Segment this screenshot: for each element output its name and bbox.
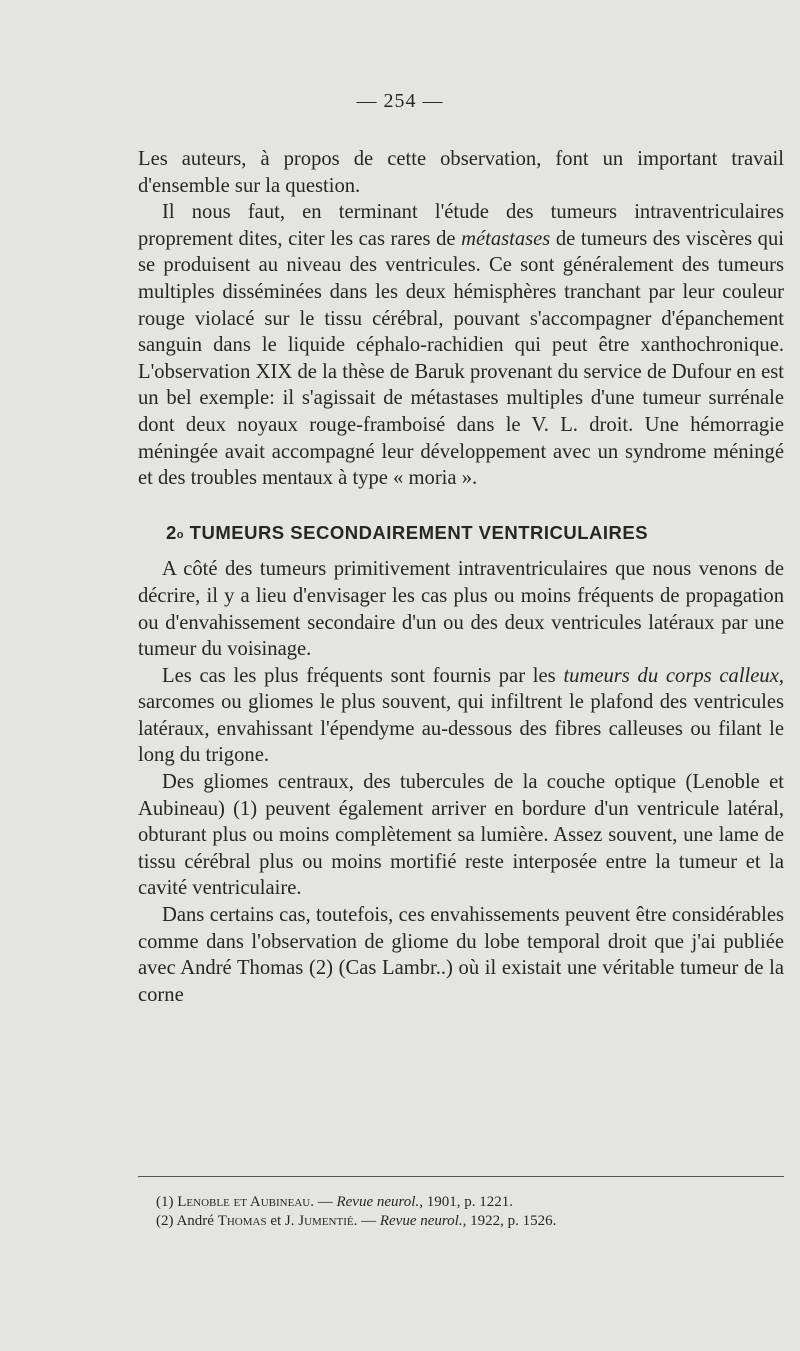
paragraph-3: A côté des tumeurs primitivement intraventriculaires que nous venons de décrire, il y a lieu d'envisager les cas plus ou moins fréquents de propagation ou d'envahissement secondaire d'un ou des deux ventricules latéraux par une tumeur du voisinage. bbox=[138, 558, 784, 661]
footnote-2-ref: , 1922, p. 1526. bbox=[462, 1213, 557, 1229]
footnote-2-author-mid: et J. bbox=[266, 1213, 299, 1229]
footnote-1-ref: , 1901, p. 1221. bbox=[419, 1194, 513, 1210]
footnote-2-dash: — bbox=[357, 1213, 380, 1229]
paragraph-5: Des gliomes centraux, des tubercules de la couche optique (Lenoble et Aubineau) (1) peuvent également arriver en bordure d'un ventricule latéral, obturant plus ou moins complètement sa lumière. Assez souvent, une lame de tissu cérébral plus ou moins mortifié reste interposée entre la tumeur et la cavité ventriculaire. bbox=[138, 771, 784, 900]
footnote-2-author-2: Jumentié. bbox=[298, 1213, 358, 1229]
section-heading bbox=[138, 520, 784, 547]
paragraph-6: Dans certains cas, toutefois, ces envahissements peuvent être considérables comme dans l'observation de gliome du lobe temporal droit que j'ai publiée avec André Thomas (2) (Cas Lambr..) où il existait une véritable tumeur de la corne bbox=[138, 904, 784, 1006]
footnote-rule bbox=[138, 1176, 784, 1177]
footnote-1-journal: Revue neurol. bbox=[336, 1194, 420, 1210]
section-number: 2 bbox=[166, 521, 177, 543]
paragraph-2-emphasis: métastases bbox=[461, 227, 551, 250]
footnote-2-journal: Revue neurol. bbox=[379, 1213, 463, 1229]
footnote-1-number: (1) bbox=[156, 1194, 174, 1210]
paragraph-4 bbox=[138, 663, 784, 769]
paragraph-2-text-b: de tumeurs des viscères qui se produisent au niveau des ventricules. Ce sont généralement des tumeurs multiples disséminées dans les deux hémisphères tranchant par leur couleur rouge violacé sur le tissu cérébral, pouvant s'accompagner d'épanchement sanguin dans le liquide céphalo-rachidien qui peut être xanthochronique. L'observation XIX de la thèse de Baruk provenant du service de Dufour en est un bel exemple: il s'agissait de métastases multiples d'une tumeur surrénale dont deux noyaux rouge-framboisé dans le V. L. droit. Une hémorragie méningée avait accompagné leur développement avec un syndrome méningé et des troubles mentaux à type « moria ». bbox=[138, 227, 784, 490]
section-title: TUMEURS SECONDAIREMENT VENTRICULAIRES bbox=[189, 521, 649, 543]
section-number-ordinal: o bbox=[176, 528, 185, 541]
footnote-1 bbox=[156, 1193, 776, 1212]
footnote-2-author-pre: André bbox=[176, 1213, 218, 1229]
paragraph-4-text-a: Les cas les plus fréquents sont fournis par les bbox=[162, 664, 564, 687]
footnote-2 bbox=[156, 1212, 776, 1231]
footnote-2-author-1: Thomas bbox=[217, 1213, 267, 1229]
paragraph-4-text-b: sarcomes ou gliomes le plus souvent, qui infiltrent le plafond des ventricules latéraux, envahissant l'épendyme au-dessous des fibres calleuses ou filant le long du trigone. bbox=[138, 691, 784, 767]
paragraph-1: Les auteurs, à propos de cette observation, font un important travail d'ensemble sur la question. bbox=[138, 148, 784, 197]
footnote-2-number: (2) bbox=[156, 1213, 174, 1229]
paragraph-2-text-a: Il nous faut, en terminant l'étude des tumeurs intraventriculaires proprement dites, citer les cas rares de bbox=[138, 201, 784, 250]
footnote-1-authors: Lenoble et Aubineau. bbox=[177, 1194, 314, 1210]
page-number: — 254 — bbox=[356, 90, 444, 112]
paragraph-4-emphasis: tumeurs du corps calleux, bbox=[563, 664, 784, 687]
footnote-1-dash: — bbox=[313, 1194, 337, 1210]
page-body bbox=[138, 146, 784, 1008]
footnotes bbox=[156, 1193, 776, 1231]
paragraph-2 bbox=[138, 199, 784, 492]
